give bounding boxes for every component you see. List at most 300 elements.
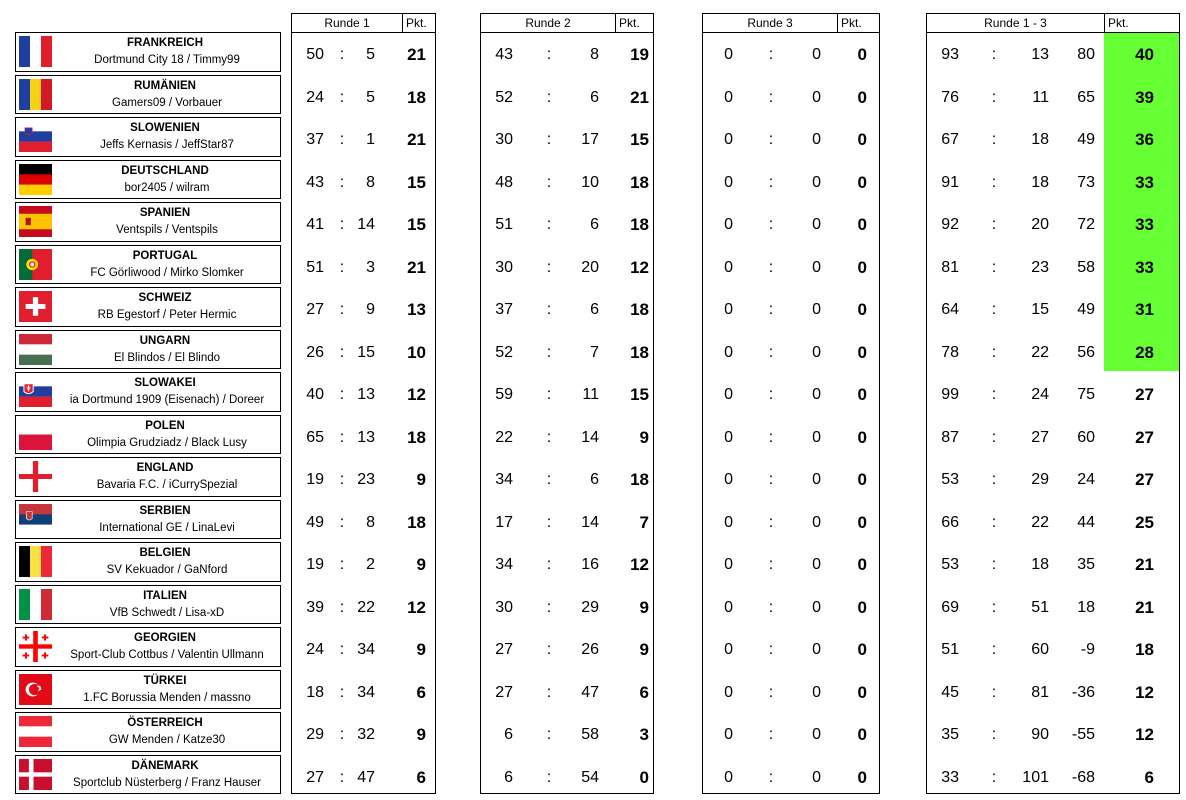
total-points: 21 (1135, 597, 1154, 617)
total-points: 12 (1135, 682, 1154, 702)
r1-points: 18 (407, 87, 426, 107)
r3-points: 0 (857, 172, 867, 192)
r1-goals-for: 29 (306, 726, 324, 743)
total-row (927, 246, 1179, 289)
team-country: DÄNEMARK (131, 759, 199, 772)
r1-goals-for: 18 (306, 683, 324, 701)
r3-points: 0 (857, 725, 867, 744)
total-difference: -68 (1071, 768, 1095, 786)
r3-points: 0 (857, 427, 867, 447)
r3-goals-for: 0 (724, 46, 733, 63)
r1-goals-against: 1 (366, 131, 375, 148)
total-row (927, 161, 1179, 204)
team-players (54, 436, 280, 451)
r3-score-row (703, 671, 879, 714)
r3-score-row (703, 203, 879, 246)
team-players-text: FC Görliwood / Mirko Slomker (90, 266, 244, 279)
round3-points-header: Pkt. (837, 14, 882, 33)
r3-score-row (703, 586, 879, 629)
r3-colon: : (768, 258, 774, 276)
team-country: SLOWAKEI (134, 377, 196, 389)
round1-points-header: Pkt. (402, 14, 438, 33)
team-players-text: Sport-Club Cottbus / Valentin Ullmann (70, 649, 264, 661)
team-players-text: ia Dortmund 1909 (Eisenach) / Doreer (69, 394, 265, 406)
total-difference: 18 (1077, 598, 1095, 616)
total-goals-against: 90 (1031, 726, 1049, 743)
r1-score-row (292, 543, 435, 586)
total-points: 27 (1135, 470, 1154, 489)
r2-colon: : (546, 173, 552, 191)
r1-goals-against: 34 (357, 641, 375, 658)
r1-goals-against: 5 (366, 88, 375, 106)
team-players-text: Olimpia Grudziadz / Black Lusy (87, 436, 247, 449)
total-colon: : (991, 258, 997, 276)
r3-score-row (703, 373, 879, 416)
r3-goals-for: 0 (724, 216, 733, 233)
r2-colon: : (546, 131, 552, 148)
r2-points: 9 (639, 640, 649, 659)
r1-score-row (292, 161, 435, 204)
total-row (927, 458, 1179, 501)
r1-goals-for: 50 (306, 46, 324, 63)
team-row (15, 245, 281, 285)
team-players (54, 53, 280, 68)
total-colon: : (991, 513, 997, 531)
r3-colon: : (768, 173, 774, 191)
r1-colon: : (339, 131, 345, 148)
r1-score-row (292, 246, 435, 289)
r1-score-row (292, 586, 435, 629)
r2-score-row (481, 118, 653, 161)
r1-goals-against: 9 (366, 301, 375, 318)
hungary-flag-icon (19, 334, 52, 365)
total-points: 27 (1135, 385, 1154, 404)
r2-colon: : (546, 216, 552, 233)
r3-points: 0 (857, 342, 867, 362)
team-players (54, 393, 280, 408)
r2-goals-for: 34 (495, 556, 513, 573)
r1-goals-for: 37 (306, 131, 324, 148)
r2-score-row (481, 331, 653, 374)
total-points: 12 (1135, 725, 1154, 744)
r1-goals-for: 49 (306, 513, 324, 531)
r1-goals-for: 39 (306, 598, 324, 616)
r2-goals-against: 26 (581, 641, 599, 658)
r3-colon: : (768, 131, 774, 148)
team-row (15, 457, 281, 497)
r1-colon: : (339, 258, 345, 276)
total-header-label: Runde 1 - 3 (984, 16, 1047, 30)
r3-score-row (703, 33, 879, 76)
r3-points: 0 (857, 130, 867, 149)
total-goals-for: 87 (941, 428, 959, 446)
r3-goals-against: 0 (812, 343, 821, 361)
total-goals-for: 51 (941, 641, 959, 658)
r2-colon: : (546, 598, 552, 616)
r2-points: 18 (630, 215, 649, 234)
poland-flag-icon (19, 419, 52, 450)
team-players-text: VfB Schwedt / Lisa-xD (109, 606, 225, 619)
total-box (926, 32, 1180, 794)
r1-points: 18 (407, 427, 426, 447)
team-players-text: GW Menden / Katze30 (108, 734, 226, 746)
r3-points: 0 (857, 555, 867, 574)
total-points: 6 (1144, 767, 1154, 787)
total-colon: : (991, 471, 997, 488)
r3-score-row (703, 628, 879, 671)
r2-goals-for: 34 (495, 471, 513, 488)
r3-score-row (703, 118, 879, 161)
r2-goals-against: 47 (581, 683, 599, 701)
r1-score-row (292, 373, 435, 416)
r2-score-row (481, 543, 653, 586)
r3-goals-for: 0 (724, 131, 733, 148)
round3-header (702, 13, 880, 32)
r2-colon: : (546, 513, 552, 531)
r2-goals-for: 59 (495, 386, 513, 403)
total-points: 33 (1135, 215, 1154, 234)
total-goals-for: 45 (941, 683, 959, 701)
total-row (927, 288, 1179, 331)
r3-colon: : (768, 598, 774, 616)
denmark-flag-icon (19, 759, 52, 790)
r1-colon: : (339, 471, 345, 488)
r2-colon: : (546, 88, 552, 106)
team-players (54, 181, 280, 196)
team-players (54, 478, 280, 493)
team-players-text: Dortmund City 18 / Timmy99 (94, 54, 240, 66)
total-difference: 35 (1077, 556, 1095, 573)
r2-score-row (481, 288, 653, 331)
r2-goals-against: 8 (590, 46, 599, 63)
r1-goals-against: 5 (366, 46, 375, 63)
r3-points: 0 (857, 385, 867, 404)
team-players-text: 1.FC Borussia Menden / massno (83, 691, 251, 704)
total-goals-for: 92 (941, 216, 959, 233)
total-difference: 49 (1077, 131, 1095, 148)
total-colon: : (991, 173, 997, 191)
total-points: 40 (1135, 45, 1154, 64)
r2-score-row (481, 756, 653, 799)
round1-header-label: Runde 1 (324, 16, 370, 30)
r1-points: 21 (407, 45, 426, 64)
r3-goals-against: 0 (812, 131, 821, 148)
total-colon: : (991, 428, 997, 446)
r3-colon: : (768, 513, 774, 531)
r3-goals-for: 0 (724, 88, 733, 106)
r2-score-row (481, 458, 653, 501)
team-row (15, 755, 281, 795)
r2-points: 19 (630, 45, 649, 64)
total-row (927, 33, 1179, 76)
total-colon: : (991, 556, 997, 573)
r2-goals-against: 11 (582, 386, 599, 403)
total-difference: 75 (1077, 386, 1095, 403)
r1-goals-against: 14 (357, 216, 375, 233)
r3-score-row (703, 246, 879, 289)
total-colon: : (991, 88, 997, 106)
serbia-flag-icon (19, 504, 52, 535)
r3-colon: : (768, 386, 774, 403)
total-goals-for: 99 (941, 386, 959, 403)
team-country: BELGIEN (139, 547, 191, 559)
r2-score-row (481, 373, 653, 416)
total-points: 33 (1135, 257, 1154, 277)
r1-score-row (292, 756, 435, 799)
r2-score-row (481, 161, 653, 204)
r2-points: 3 (639, 725, 649, 744)
team-players (54, 351, 280, 366)
r2-score-row (481, 203, 653, 246)
r3-colon: : (768, 428, 774, 446)
r3-goals-against: 0 (812, 216, 821, 233)
team-players (54, 308, 280, 323)
total-points: 27 (1135, 427, 1154, 447)
r3-goals-against: 0 (812, 641, 821, 658)
r3-goals-against: 0 (812, 471, 821, 488)
r3-goals-for: 0 (724, 683, 733, 701)
r3-goals-against: 0 (812, 768, 821, 786)
r2-goals-for: 43 (495, 46, 513, 63)
total-difference: 73 (1077, 173, 1095, 191)
team-row (15, 330, 281, 370)
r1-goals-against: 2 (366, 556, 375, 573)
total-goals-against: 18 (1031, 556, 1049, 573)
total-row (927, 373, 1179, 416)
team-players-text: RB Egestorf / Peter Hermic (97, 309, 237, 321)
r2-goals-for: 17 (495, 513, 513, 531)
austria-flag-icon (19, 716, 52, 747)
r2-goals-for: 27 (495, 641, 513, 658)
r1-colon: : (339, 46, 345, 63)
total-difference: 58 (1077, 258, 1095, 276)
r3-goals-against: 0 (812, 301, 821, 318)
total-header (926, 13, 1180, 32)
r2-points: 18 (630, 300, 649, 319)
round1-header (291, 13, 436, 32)
r3-points: 0 (857, 45, 867, 64)
total-goals-against: 18 (1031, 131, 1049, 148)
round1-box (291, 32, 436, 794)
total-points: 28 (1135, 342, 1154, 362)
r3-colon: : (768, 343, 774, 361)
r2-colon: : (546, 343, 552, 361)
r3-goals-for: 0 (724, 301, 733, 318)
r3-goals-for: 0 (724, 768, 733, 786)
r1-goals-against: 13 (357, 428, 375, 446)
r1-goals-against: 47 (357, 768, 375, 786)
total-goals-against: 101 (1022, 768, 1049, 786)
team-players (54, 691, 280, 706)
total-goals-for: 69 (941, 598, 959, 616)
r3-points: 0 (857, 300, 867, 319)
r3-goals-against: 0 (812, 386, 821, 403)
r1-goals-for: 24 (306, 88, 324, 106)
r2-colon: : (546, 46, 552, 63)
r3-points: 0 (857, 257, 867, 277)
total-colon: : (991, 301, 997, 318)
total-goals-against: 27 (1031, 428, 1049, 446)
r2-points: 6 (639, 682, 649, 702)
team-players-text: Gamers09 / Vorbauer (112, 96, 222, 109)
r3-colon: : (768, 301, 774, 318)
r2-goals-against: 14 (581, 513, 599, 531)
total-goals-for: 78 (941, 343, 959, 361)
total-points: 33 (1135, 172, 1154, 192)
r3-goals-for: 0 (724, 513, 733, 531)
r1-points: 6 (416, 682, 426, 702)
team-row (15, 117, 281, 157)
r2-score-row (481, 416, 653, 459)
r1-points: 21 (407, 257, 426, 277)
total-difference: 44 (1077, 513, 1095, 531)
r3-score-row (703, 756, 879, 799)
r1-score-row (292, 628, 435, 671)
r1-colon: : (339, 216, 345, 233)
team-country: UNGARN (139, 334, 191, 347)
total-points: 31 (1135, 300, 1154, 319)
r1-score-row (292, 76, 435, 119)
r1-colon: : (339, 641, 345, 658)
r2-score-row (481, 628, 653, 671)
r2-goals-for: 27 (495, 683, 513, 701)
total-colon: : (991, 46, 997, 63)
r3-colon: : (768, 726, 774, 743)
team-country: PORTUGAL (132, 249, 198, 262)
r2-points: 15 (630, 130, 649, 149)
r1-goals-for: 26 (306, 343, 324, 361)
r1-colon: : (339, 768, 345, 786)
r3-goals-against: 0 (812, 258, 821, 276)
team-country: FRANKREICH (126, 37, 204, 49)
r1-colon: : (339, 343, 345, 361)
r2-goals-against: 6 (590, 301, 599, 318)
r2-points: 12 (630, 257, 649, 277)
r3-goals-against: 0 (812, 556, 821, 573)
r2-points: 0 (639, 767, 649, 787)
r3-score-row (703, 76, 879, 119)
r3-points: 0 (857, 215, 867, 234)
r2-colon: : (546, 556, 552, 573)
belgium-flag-icon (19, 546, 52, 577)
slovenia-flag-icon (19, 121, 52, 152)
r2-goals-against: 6 (590, 88, 599, 106)
team-players-text: SV Kekuador / GaNford (106, 564, 228, 576)
team-players (54, 648, 280, 663)
total-goals-against: 81 (1031, 683, 1049, 701)
total-points-header: Pkt. (1104, 14, 1182, 33)
r1-goals-against: 15 (357, 343, 375, 361)
total-points: 39 (1135, 87, 1154, 107)
r2-colon: : (546, 641, 552, 658)
r2-colon: : (546, 386, 552, 403)
team-players (54, 733, 280, 748)
total-row (927, 331, 1179, 374)
team-country: SCHWEIZ (138, 292, 192, 304)
team-country: ENGLAND (136, 462, 194, 474)
r2-points: 7 (639, 512, 649, 532)
r2-goals-against: 17 (581, 131, 599, 148)
total-goals-for: 35 (941, 726, 959, 743)
r2-points: 15 (630, 385, 649, 404)
r2-goals-against: 7 (590, 343, 599, 361)
total-goals-for: 53 (941, 471, 959, 488)
total-points: 25 (1135, 512, 1154, 532)
total-row (927, 586, 1179, 629)
r3-points: 0 (857, 87, 867, 107)
team-country: SERBIEN (139, 504, 191, 517)
team-country: ÖSTERREICH (127, 717, 203, 729)
france-flag-icon (19, 36, 52, 67)
round2-points-header: Pkt. (615, 14, 656, 33)
r1-goals-against: 34 (357, 683, 375, 701)
total-row (927, 628, 1179, 671)
r1-score-row (292, 671, 435, 714)
r1-colon: : (339, 88, 345, 106)
team-row (15, 160, 281, 200)
team-players (54, 563, 280, 578)
r1-points: 9 (416, 640, 426, 659)
team-row (15, 32, 281, 72)
total-points: 36 (1135, 130, 1154, 149)
r3-colon: : (768, 768, 774, 786)
r3-colon: : (768, 46, 774, 63)
round3-header-label: Runde 3 (747, 16, 793, 30)
team-players-text: Sportclub Nüsterberg / Franz Hauser (73, 776, 261, 789)
r1-points: 10 (407, 342, 426, 362)
total-goals-for: 66 (941, 513, 959, 531)
r2-colon: : (546, 726, 552, 743)
r2-score-row (481, 246, 653, 289)
italy-flag-icon (19, 589, 52, 620)
r3-colon: : (768, 88, 774, 106)
r1-goals-against: 3 (366, 258, 375, 276)
team-country: RUMÄNIEN (134, 79, 196, 92)
total-goals-against: 22 (1031, 343, 1049, 361)
r2-goals-against: 6 (590, 471, 599, 488)
r1-goals-against: 13 (357, 386, 375, 403)
team-players (54, 776, 280, 791)
r1-score-row (292, 331, 435, 374)
r2-goals-for: 6 (504, 726, 513, 743)
total-goals-against: 51 (1031, 598, 1049, 616)
r2-goals-against: 16 (581, 556, 599, 573)
total-goals-for: 33 (941, 768, 959, 786)
r1-points: 12 (407, 597, 426, 617)
team-players-text: bor2405 / wilram (124, 181, 210, 194)
r1-score-row (292, 713, 435, 756)
r3-colon: : (768, 471, 774, 488)
round2-header (480, 13, 654, 32)
total-difference: 65 (1077, 88, 1095, 106)
team-country: DEUTSCHLAND (121, 164, 209, 177)
r1-points: 9 (416, 725, 426, 744)
r3-goals-for: 0 (724, 428, 733, 446)
r3-goals-for: 0 (724, 343, 733, 361)
r3-goals-against: 0 (812, 173, 821, 191)
team-country: ITALIEN (143, 589, 187, 602)
r1-goals-for: 65 (306, 428, 324, 446)
r3-goals-for: 0 (724, 641, 733, 658)
team-row (15, 712, 281, 752)
r2-colon: : (546, 258, 552, 276)
r1-goals-for: 40 (306, 386, 324, 403)
r3-goals-against: 0 (812, 598, 821, 616)
total-goals-against: 11 (1032, 88, 1049, 106)
r3-goals-against: 0 (812, 428, 821, 446)
team-players (54, 266, 280, 281)
r2-goals-for: 37 (495, 301, 513, 318)
